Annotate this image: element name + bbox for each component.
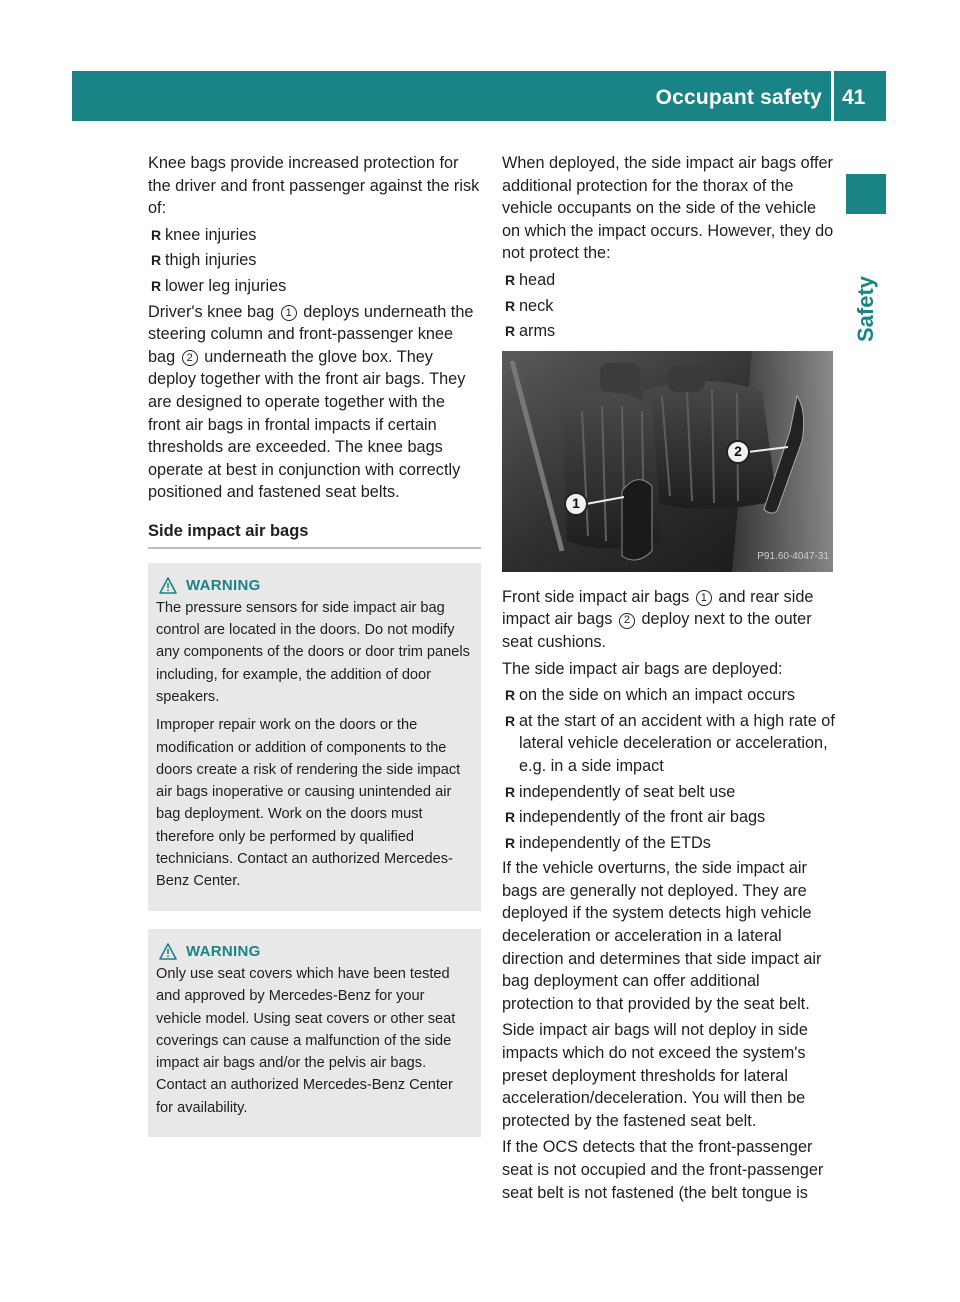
warning-text: Improper repair work on the doors or the modification or addition of components to the doors create a risk of rendering the side impact air bags inoperative or causing unintended air bag deployment. Work on the doors must therefore only be performed by qualified technicians. Contact an authorized Mercedes-Benz Center. xyxy=(156,717,461,890)
warning-header xyxy=(156,941,471,963)
warning-box xyxy=(148,563,481,911)
header-divider xyxy=(831,71,834,121)
list-item: R independently of seat belt use xyxy=(502,781,835,804)
threshold-paragraph: Side impact air bags will not deploy in side impacts which do not exceed the system's preset deployment thresholds for lateral acceleration/deceleration. You will then be protected by the fastened seat belt. xyxy=(502,1021,808,1130)
figure-code: P91.60-4047-31 xyxy=(757,551,829,563)
bullet-mark: R xyxy=(505,323,516,340)
deployed-intro: The side impact air bags are deployed: xyxy=(502,659,783,678)
bullet-mark: R xyxy=(151,277,162,294)
list-item: R lower leg injuries xyxy=(148,275,481,298)
side-bag-intro: When deployed, the side impact air bags offer additional protection for the thorax of the vehicle occupants on the side of the vehicle on which the impact occurs. However, they do not protect the: xyxy=(502,154,834,263)
bullet-mark: R xyxy=(505,712,516,729)
list-item: R arms xyxy=(502,320,835,343)
list-item: R at the start of an accident with a high rate of lateral vehicle deceleration or acceleration, e.g. in a side impact xyxy=(505,711,835,775)
page-number: 41 xyxy=(842,86,866,109)
callout-1-icon: 1 xyxy=(281,305,297,321)
bullet-mark: R xyxy=(151,226,162,243)
side-tab-block xyxy=(846,174,886,214)
risk-list xyxy=(148,224,481,298)
list-item: R independently of the ETDs xyxy=(502,832,835,855)
knee-bag-intro: Knee bags provide increased protection for the driver and front passenger against the risk of: xyxy=(148,154,480,218)
section-heading: Side impact air bags xyxy=(148,520,481,549)
warning-triangle-icon xyxy=(159,943,177,960)
callout-1-icon: 1 xyxy=(696,590,712,606)
bullet-mark: R xyxy=(505,687,516,704)
bullet-mark: R xyxy=(505,271,516,288)
right-column xyxy=(502,152,835,1208)
bullet-mark: R xyxy=(505,297,516,314)
list-item: R knee injuries xyxy=(148,224,481,247)
figure-callout-1: 1 xyxy=(564,492,588,516)
overturn-paragraph: If the vehicle overturns, the side impact air bags are generally not deployed. They are deployed if the system detects high vehicle deceleration or acceleration in a lateral direction and determines that side impact air bag deployment can offer additional protection to that provided by the seat belt. xyxy=(502,859,822,1013)
list-item: R neck xyxy=(502,295,835,318)
callout-2-icon: 2 xyxy=(619,613,635,629)
list-item: R thigh injuries xyxy=(148,249,481,272)
left-column xyxy=(148,152,481,1137)
figure-caption: Front side impact air bags 1 and rear side impact air bags 2 deploy next to the outer seat cushions. xyxy=(502,587,814,651)
page-title: Occupant safety xyxy=(655,86,822,109)
warning-header xyxy=(156,575,471,597)
seat-illustration xyxy=(502,351,833,572)
knee-bag-description: Driver's knee bag 1 deploys underneath the steering column and front-passenger knee bag 2 underneath the glove box. They deploy together with the front air bags. They are designed to operate together with the front air bags in frontal impacts if certain thresholds are exceeded. The knee bags operate at best in conjunction with correctly positioned and fastened seat belts. xyxy=(148,302,474,502)
figure-callout-2: 2 xyxy=(726,440,750,464)
bullet-mark: R xyxy=(505,783,516,800)
callout-2-icon: 2 xyxy=(182,350,198,366)
bullet-mark: R xyxy=(505,809,516,826)
list-item: R independently of the front air bags xyxy=(502,806,835,829)
warning-triangle-icon xyxy=(159,577,177,594)
warning-label: WARNING xyxy=(186,942,261,960)
seat-airbag-figure xyxy=(502,351,833,572)
bullet-mark: R xyxy=(505,834,516,851)
not-protected-list xyxy=(502,269,835,343)
warning-text: Only use seat covers which have been tested and approved by Mercedes-Benz for your vehicle model. Using seat covers or other seat coverings can cause a malfunction of the side impact air bags and/or the pelvis air bags. Contact an authorized Mercedes-Benz Center for availability. xyxy=(156,965,456,1116)
list-item: R head xyxy=(502,269,835,292)
deployed-list xyxy=(502,684,835,854)
side-tab-label: Safety xyxy=(853,275,878,342)
warning-text: The pressure sensors for side impact air bag control are located in the doors. Do not modify any components of the doors or door trim panels including, for example, the addition of door speakers. xyxy=(156,599,470,705)
warning-box xyxy=(148,929,481,1137)
warning-label: WARNING xyxy=(186,576,261,594)
list-item: R on the side on which an impact occurs xyxy=(502,684,835,707)
bullet-mark: R xyxy=(151,252,162,269)
ocs-paragraph: If the OCS detects that the front-passenger seat is not occupied and the front-passenger seat belt is not fastened (the belt tongue is xyxy=(502,1138,824,1202)
